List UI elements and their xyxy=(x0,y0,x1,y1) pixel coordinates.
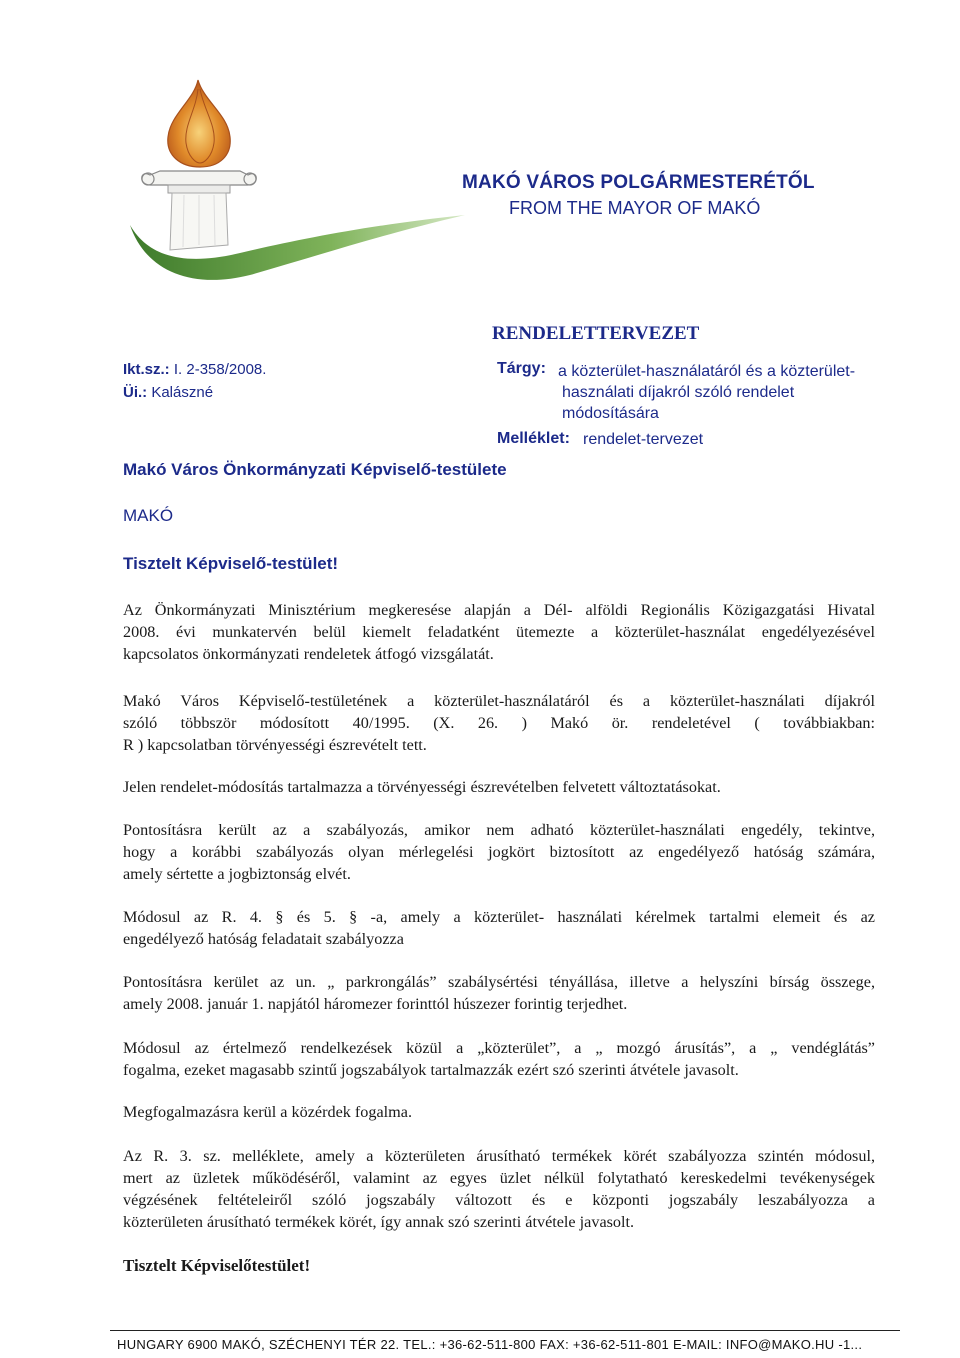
attachment-value: rendelet-tervezet xyxy=(583,431,704,448)
registry-number-label: Ikt.sz.: xyxy=(123,361,170,378)
paragraph-4 xyxy=(123,819,875,885)
paragraph-line: 2008. évi munkatervén belül kiemelt feladatként ütemezte a közterület-használat engedélyezésével xyxy=(123,623,875,641)
draft-title: RENDELETTERVEZET xyxy=(492,323,700,344)
paragraph-line: mert az üzletek működéséről, valamint az egyes üzlet nélkül folytatható kereskedelmi tevékenységek xyxy=(123,1169,875,1187)
paragraph-line: kapcsolatos önkormányzati rendeletek átfogó vizsgálatát. xyxy=(123,645,494,663)
paragraph-3 xyxy=(123,776,875,798)
subject-text xyxy=(558,361,888,424)
paragraph-line: Pontosításra került az a szabályozás, amikor nem adható közterület-használati engedély, tekintve, xyxy=(123,821,875,839)
paragraph-line: Megfogalmazásra kerül a közérdek fogalma. xyxy=(123,1103,412,1121)
greeting: Tisztelt Képviselő-testület! xyxy=(123,554,339,573)
onion-flame-column-logo xyxy=(110,75,470,305)
subject-line: a közterület-használatáról és a közterület- xyxy=(558,363,856,380)
paragraph-line: Jelen rendelet-módosítás tartalmazza a törvényességi észrevételben felvetett változtatásokat. xyxy=(123,778,721,796)
paragraph-line: Makó Város Képviselő-testületének a közterület-használatáról és a közterület-használati díjakról xyxy=(123,692,875,710)
footer-divider xyxy=(110,1330,900,1331)
case-handler xyxy=(123,384,213,401)
subject-label: Tárgy: xyxy=(497,360,546,377)
paragraph-line: amely sértette a jogbiztonság elvét. xyxy=(123,865,351,883)
paragraph-8 xyxy=(123,1101,875,1123)
registry-number xyxy=(123,361,266,378)
subject-line: használati díjakról szóló rendelet xyxy=(562,384,795,401)
paragraph-line: R ) kapcsolatban törvényességi észrevételt tett. xyxy=(123,736,427,754)
registry-number-value: I. 2-358/2008. xyxy=(169,361,267,378)
attachment-label: Melléklet: xyxy=(497,430,570,447)
paragraph-line: fogalma, ezeket magasabb szintű jogszabályok tartalmazzák ezért szó szerinti átvétele javasolt. xyxy=(123,1061,739,1079)
subject-line: módosítására xyxy=(562,405,659,422)
paragraph-line: szóló többször módosított 40/1995. (X. 26. ) Makó ör. rendeletével ( továbbiakban: xyxy=(123,714,875,732)
paragraph-line: közterületen árusítható termékek körét, így annak szó szerinti átvétele javasolt. xyxy=(123,1213,635,1231)
paragraph-7 xyxy=(123,1037,875,1081)
paragraph-line: amely 2008. január 1. napjától háromezer forinttól húszezer forintig terjedhet. xyxy=(123,995,628,1013)
paragraph-line: engedélyező hatóság feladatait szabályozza xyxy=(123,930,404,948)
footer-contact: HUNGARY 6900 MAKÓ, SZÉCHENYI TÉR 22. TEL.: +36-62-511-800 FAX: +36-62-511-801 E-MAIL: INFO@MAKO.HU -1... xyxy=(117,1337,863,1352)
paragraph-line: végzésének feltételeiről szóló jogszabály változott és e központi jogszabály leszabályozza a xyxy=(123,1191,875,1209)
paragraph-line: Pontosításra kerület az un. „ parkrongálás” szabálysértési tényállása, illetve a helyszíni bírság összege, xyxy=(123,973,875,991)
mayor-subtitle: FROM THE MAYOR OF MAKÓ xyxy=(509,198,761,218)
council-name: Makó Város Önkormányzati Képviselő-testülete xyxy=(123,460,507,479)
paragraph-5 xyxy=(123,906,875,950)
paragraph-1 xyxy=(123,599,875,665)
mayor-title: MAKÓ VÁROS POLGÁRMESTERÉTŐL xyxy=(462,172,815,193)
city-name: MAKÓ xyxy=(123,506,174,525)
paragraph-line: Módosul az R. 4. § és 5. § -a, amely a közterület- használati kérelmek tartalmi elemeit és az xyxy=(123,908,875,926)
closing-greeting: Tisztelt Képviselőtestület! xyxy=(123,1256,311,1275)
paragraph-6 xyxy=(123,971,875,1015)
case-handler-value: Kalászné xyxy=(147,384,214,401)
paragraph-line: hogy a korábbi szabályozás olyan mérlegelési jogkört biztosított az engedélyező hatóság számára, xyxy=(123,843,875,861)
paragraph-9 xyxy=(123,1145,875,1233)
paragraph-2 xyxy=(123,690,875,756)
case-handler-label: Üi.: xyxy=(123,384,148,401)
paragraph-line: Az Önkormányzati Minisztérium megkeresése alapján a Dél- alföldi Regionális Közigazgatási Hivatal xyxy=(123,601,875,619)
paragraph-line: Módosul az értelmező rendelkezések közül a „közterület”, a „ mozgó árusítás”, a „ vendéglátás” xyxy=(123,1039,875,1057)
paragraph-line: Az R. 3. sz. melléklete, amely a közterületen árusítható termékek körét szabályozza szintén módosul, xyxy=(123,1147,875,1165)
